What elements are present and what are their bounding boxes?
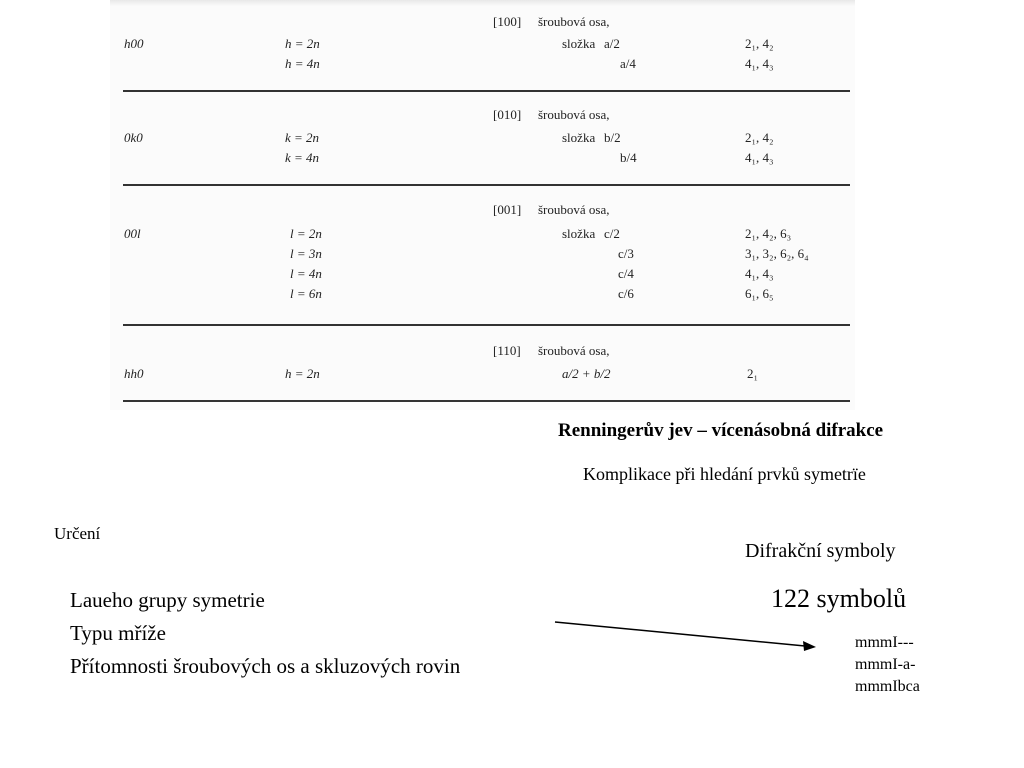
list-item: Přítomnosti šroubových os a skluzových rovin — [70, 654, 461, 678]
page-title: Renningerův jev – vícenásobná difrakce — [558, 420, 884, 441]
screw-axes: 2₁, 4₂ — [745, 130, 774, 145]
condition: h = 2n — [285, 36, 320, 51]
screw-axes: 2₁, 4₂ — [745, 36, 774, 51]
axis-label: šroubová osa, — [538, 14, 610, 29]
list-item: Typu mříže — [70, 621, 166, 645]
component: c/3 — [618, 246, 634, 261]
diffraction-symbols-label: Difrakční symboly — [745, 540, 896, 562]
condition: h = 2n — [285, 366, 320, 381]
reflection-label: hh0 — [124, 366, 144, 381]
direction-label: [001] — [493, 202, 522, 217]
component-label: složka — [562, 130, 596, 145]
symbol-example: mmmI-a- — [855, 656, 916, 673]
determination-label: Určení — [54, 524, 101, 543]
component: c/6 — [618, 286, 634, 301]
component: a/2 + b/2 — [562, 366, 611, 381]
screw-axes: 4₁, 4₃ — [745, 266, 774, 281]
component-label: složka — [562, 226, 596, 241]
component-label: složka — [562, 36, 596, 51]
component: b/4 — [620, 150, 637, 165]
reflection-label: h00 — [124, 36, 144, 51]
reflection-label: 0k0 — [124, 130, 143, 145]
direction-label: [010] — [493, 107, 522, 122]
reflection-label: 00l — [124, 226, 141, 241]
axis-label: šroubová osa, — [538, 343, 610, 358]
component: a/4 — [620, 56, 636, 71]
axis-label: šroubová osa, — [538, 107, 610, 122]
component: a/2 — [604, 36, 620, 51]
symbol-count: 122 symbolů — [771, 584, 907, 613]
screw-axes: 3₁, 3₂, 6₂, 6₄ — [745, 246, 809, 261]
screw-axes: 2₁ — [747, 366, 759, 381]
condition: l = 2n — [290, 226, 322, 241]
component: c/4 — [618, 266, 634, 281]
symbol-example: mmmI--- — [855, 634, 914, 651]
screw-axes: 4₁, 4₃ — [745, 56, 774, 71]
condition: k = 2n — [285, 130, 320, 145]
condition: k = 4n — [285, 150, 320, 165]
screw-axes: 6₁, 6₅ — [745, 286, 774, 301]
axis-label: šroubová osa, — [538, 202, 610, 217]
direction-label: [100] — [493, 14, 522, 29]
component: b/2 — [604, 130, 621, 145]
list-item: Laueho grupy symetrie — [70, 588, 265, 612]
component: c/2 — [604, 226, 620, 241]
condition: l = 6n — [290, 286, 322, 301]
symbol-example: mmmIbca — [855, 678, 920, 695]
screw-axes: 2₁, 4₂, 6₃ — [745, 226, 792, 241]
condition: l = 4n — [290, 266, 322, 281]
condition: l = 3n — [290, 246, 322, 261]
page-subtitle: Komplikace při hledání prvků symetrïe — [583, 464, 866, 484]
direction-label: [110] — [493, 343, 521, 358]
screw-axes: 4₁, 4₃ — [745, 150, 774, 165]
condition: h = 4n — [285, 56, 320, 71]
